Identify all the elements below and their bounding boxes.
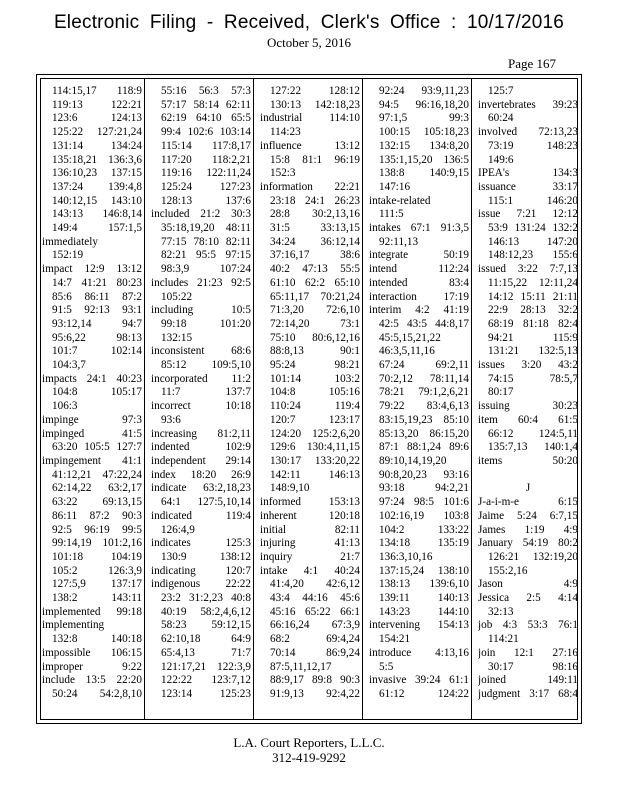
index-entry: 62:14,22 63:2,17 <box>52 482 142 495</box>
index-entry: 122:22 123:7,12 <box>161 674 251 687</box>
index-entry: introduce 4:13,16 <box>369 646 469 659</box>
index-entry: 105:2 126:3,9 <box>52 564 142 577</box>
index-entry: 92:11,13 <box>379 235 419 248</box>
index-entry: 104:8 105:16 <box>270 386 360 399</box>
index-entry: 77:15 78:10 82:11 <box>161 235 251 248</box>
index-entry: 148:12,23 155:6 <box>488 249 578 262</box>
index-entry: 82:21 95:5 97:15 <box>161 249 251 262</box>
index-entry: inconsistent 68:6 <box>151 345 251 358</box>
index-entry: impinge 97:3 <box>42 413 142 426</box>
index-entry: 11:7 137:7 <box>161 386 251 399</box>
index-entry: 134:18 135:19 <box>379 537 469 550</box>
index-entry: 14:12 15:11 21:11 <box>488 290 578 303</box>
index-entry: 114:15,17 118:9 <box>52 85 142 97</box>
index-entry: 99:14,19 101:2,16 <box>52 537 142 550</box>
index-entry: 143:13 146:8,14 <box>52 208 142 221</box>
index-entry: independent 29:14 <box>151 454 251 467</box>
index-entry: judgment 3:17 68:4 <box>478 687 578 700</box>
index-entry: 155:2,16 <box>488 564 528 577</box>
index-entry: 85:13,20 86:15,20 <box>379 427 469 440</box>
index-entry: Jaime 5:24 6:7,15 <box>478 509 578 522</box>
index-entry: 28:8 30:2,13,16 <box>270 208 360 221</box>
index-entry: 80:17 <box>488 386 514 399</box>
index-entry: intend 112:24 <box>369 263 469 276</box>
index-entry: 115:1 146:20 <box>488 194 578 207</box>
index-entry: 97:24 98:5 101:6 <box>379 496 469 509</box>
index-entry: 110:24 119:4 <box>270 400 360 413</box>
index-entry: 68:2 69:4,24 <box>270 633 360 646</box>
index-entry: 66:16,24 67:3,9 <box>270 619 360 632</box>
index-entry: 99:4 102:6 103:14 <box>161 126 251 139</box>
index-entry: 154:21 <box>379 633 411 646</box>
index-entry: 94:21 115:9 <box>488 331 578 344</box>
index-entry: 126:4,9 <box>161 523 195 536</box>
index-column-1 <box>42 85 142 702</box>
index-entry: 79:22 83:4,6,13 <box>379 400 469 413</box>
index-entry: issues 3:20 43:2 <box>478 359 578 372</box>
index-entry: intakes 67:1 91:3,5 <box>369 222 469 235</box>
index-entry: 125:22 127:21,24 <box>52 126 142 139</box>
index-entry: 139:11 140:13 <box>379 592 469 605</box>
index-entry: 136:3,10,16 <box>379 550 433 563</box>
index-entry: indigenous 22:22 <box>151 578 251 591</box>
index-entry: 94:5 96:16,18,20 <box>379 98 469 111</box>
index-entry: James 1:19 4:9 <box>478 523 578 536</box>
index-entry: 11:15,22 12:11,24 <box>488 276 578 289</box>
index-entry: 132:15 <box>161 331 193 344</box>
index-entry: 115:14 117:8,17 <box>161 139 251 152</box>
index-entry: 89:10,14,19,20 <box>379 454 447 467</box>
index-entry: 138:2 143:11 <box>52 592 142 605</box>
index-entry: 93:12,14 94:7 <box>52 317 142 330</box>
index-entry: intended 83:4 <box>369 276 469 289</box>
index-entry: 86:11 87:2 90:3 <box>52 509 142 522</box>
index-entry: 101:7 102:14 <box>52 345 142 358</box>
index-entry: 70:2,12 78:11,14 <box>379 372 469 385</box>
index-entry: 100:15 105:18,23 <box>379 126 469 139</box>
index-entry: 132:15 134:8,20 <box>379 139 469 152</box>
index-entry: information 22:21 <box>260 180 360 193</box>
index-entry: 91:9,13 92:4,22 <box>270 687 360 700</box>
index-entry: 130:9 138:12 <box>161 550 251 563</box>
index-entry: intervening 154:13 <box>369 619 469 632</box>
index-entry: 149:4 157:1,5 <box>52 222 142 235</box>
index-entry: inherent 120:18 <box>260 509 360 522</box>
index-entry: 131:14 134:24 <box>52 139 142 152</box>
index-entry: 129:6 130:4,11,15 <box>270 441 360 454</box>
index-entry: 45:16 65:22 66:1 <box>270 605 360 618</box>
index-entry: issued 3:22 7:7,13 <box>478 263 578 276</box>
index-entry: impact 12:9 13:12 <box>42 263 142 276</box>
index-entry: 63:20 105:5 127:7 <box>52 441 142 454</box>
index-entry: 95:6,22 98:13 <box>52 331 142 344</box>
index-entry: 37:16,17 38:6 <box>270 249 360 262</box>
index-entry: 70:14 86:9,24 <box>270 646 360 659</box>
index-entry: 35:18,19,20 48:11 <box>161 222 251 235</box>
index-entry: 91:5 92:13 93:1 <box>52 304 142 317</box>
index-entry: 152:19 <box>52 249 84 262</box>
index-entry: 40:2 47:13 55:5 <box>270 263 360 276</box>
index-entry: immediately <box>42 235 98 248</box>
index-entry: Jason 4:9 <box>478 578 578 591</box>
index-entry: 97:1,5 99:3 <box>379 112 469 125</box>
index-entry: 136:10,23 137:15 <box>52 167 142 180</box>
index-entry: 152:3 <box>270 167 296 180</box>
index-entry: 87:5,11,12,17 <box>270 660 332 673</box>
index-entry: 72:14,20 73:1 <box>270 317 360 330</box>
index-entry: 90:8,20,23 93:16 <box>379 468 469 481</box>
index-entry: 138:8 140:9,15 <box>379 167 469 180</box>
index-entry: includes 21:23 92:5 <box>151 276 251 289</box>
index-entry: items 50:20 <box>478 454 578 467</box>
index-entry: 124:20 125:2,6,20 <box>270 427 360 440</box>
index-entry: impossible 106:15 <box>42 646 142 659</box>
column-divider <box>144 78 145 720</box>
index-entry: 135:1,15,20 136:5 <box>379 153 469 166</box>
index-entry: 114:21 <box>488 633 519 646</box>
index-entry: joined 149:11 <box>478 674 578 687</box>
reporter-phone: 312-419-9292 <box>272 750 346 765</box>
index-entry: implementing <box>42 619 105 632</box>
index-entry: issue 7:21 12:12 <box>478 208 578 221</box>
index-entry: industrial 114:10 <box>260 112 360 125</box>
index-entry: 75:10 80:6,12,16 <box>270 331 360 344</box>
index-entry: 92:24 93:9,11,23 <box>379 85 469 97</box>
index-entry: 55:16 56:3 57:3 <box>161 85 251 97</box>
index-entry: 40:19 58:2,4,6,12 <box>161 605 251 618</box>
index-entry: 32:13 <box>488 605 514 618</box>
index-entry: 123:6 124:13 <box>52 112 142 125</box>
index-entry: index 18:20 26:9 <box>151 468 251 481</box>
index-entry: 138:13 139:6,10 <box>379 578 469 591</box>
index-entry: 142:11 146:13 <box>270 468 360 481</box>
index-entry: 121:17,21 122:3,9 <box>161 660 251 673</box>
index-entry: invertebrates 39:23 <box>478 98 578 111</box>
index-entry: included 21:2 30:3 <box>151 208 251 221</box>
index-entry: impinged 41:5 <box>42 427 142 440</box>
index-entry: 74:15 78:5,7 <box>488 372 578 385</box>
index-entry: 111:5 <box>379 208 404 221</box>
index-entry: 104:3,7 <box>52 359 86 372</box>
index-entry: 58:23 59:12,15 <box>161 619 251 632</box>
index-entry: 104:2 133:22 <box>379 523 469 536</box>
index-entry: 41:4,20 42:6,12 <box>270 578 360 591</box>
index-entry: inquiry 21:7 <box>260 550 360 563</box>
index-entry: 22:9 28:13 32:2 <box>488 304 578 317</box>
index-entry: join 12:1 27:16 <box>478 646 578 659</box>
index-entry: January 54:19 80:2 <box>478 537 578 550</box>
index-entry: 149:6 <box>488 153 514 166</box>
index-entry: 130:13 142:18,23 <box>270 98 360 111</box>
index-entry: 85:6 86:11 87:2 <box>52 290 142 303</box>
index-entry: 30:17 98:16 <box>488 660 578 673</box>
index-entry: 57:17 58:14 62:11 <box>161 98 251 111</box>
column-divider <box>362 78 363 720</box>
index-entry: 71:3,20 72:6,10 <box>270 304 360 317</box>
index-entry: 117:20 118:2,21 <box>161 153 251 166</box>
index-entry: J-a-i-m-e 6:15 <box>478 496 578 509</box>
index-entry: 135:7,13 140:1,4 <box>488 441 578 454</box>
index-entry: 128:13 137:6 <box>161 194 251 207</box>
index-entry: indicating 120:7 <box>151 564 251 577</box>
index-column-3 <box>260 85 360 702</box>
index-entry: including 10:5 <box>151 304 251 317</box>
index-entry: 127:22 128:12 <box>270 85 360 97</box>
index-entry: 50:24 54:2,8,10 <box>52 687 142 700</box>
index-entry: 31:5 33:13,15 <box>270 222 360 235</box>
index-entry: 140:12,15 143:10 <box>52 194 142 207</box>
index-entry: 125:7 <box>488 85 514 97</box>
index-entry: intake-related <box>369 194 431 207</box>
index-entry: 68:19 81:18 82:4 <box>488 317 578 330</box>
index-entry: Jessica 2:5 4:14 <box>478 592 578 605</box>
index-entry: 92:5 96:19 99:5 <box>52 523 142 536</box>
index-entry: 119:13 122:21 <box>52 98 142 111</box>
index-entry: 105:22 <box>161 290 193 303</box>
index-entry: 43:4 44:16 45:6 <box>270 592 360 605</box>
index-entry: 85:12 109:5,10 <box>161 359 251 372</box>
index-entry: 135:18,21 136:3,6 <box>52 153 142 166</box>
index-entry: 123:14 125:23 <box>161 687 251 700</box>
index-entry: 87:1 88:1,24 89:6 <box>379 441 469 454</box>
index-entry: 120:7 123:17 <box>270 413 360 426</box>
index-entry: interim 4:2 41:19 <box>369 304 469 317</box>
index-entry: 60:24 <box>488 112 514 125</box>
letter-heading: J <box>525 482 531 495</box>
filing-stamp-title: Electronic Filing - Received, Clerk's Office : 10/17/2016 <box>53 12 565 33</box>
index-entry: 23:2 31:2,23 40:8 <box>161 592 251 605</box>
index-entry: 131:21 132:5,13 <box>488 345 578 358</box>
index-entry: 119:16 122:11,24 <box>161 167 251 180</box>
index-entry: impacts 24:1 40:23 <box>42 372 142 385</box>
index-entry: involved 72:13,23 <box>478 126 578 139</box>
index-entry: 101:18 104:19 <box>52 550 142 563</box>
index-entry: 98:3,9 107:24 <box>161 263 251 276</box>
index-entry: 146:13 147:20 <box>488 235 578 248</box>
index-entry: include 13:5 22:20 <box>42 674 142 687</box>
index-entry: invasive 39:24 61:1 <box>369 674 469 687</box>
index-entry: intake 4:1 40:24 <box>260 564 360 577</box>
index-entry: IPEA's 134:3 <box>478 167 578 180</box>
index-entry: 62:19 64:10 65:5 <box>161 112 251 125</box>
index-entry: 132:8 140:18 <box>52 633 142 646</box>
word-index-box <box>36 74 582 724</box>
index-entry: 137:24 139:4,8 <box>52 180 142 193</box>
index-entry: 83:15,19,23 85:10 <box>379 413 469 426</box>
index-entry: 46:3,5,11,16 <box>379 345 435 358</box>
index-entry: 66:12 124:5,11 <box>488 427 578 440</box>
index-entry: 61:10 62:2 65:10 <box>270 276 360 289</box>
index-entry: indicates 125:3 <box>151 537 251 550</box>
index-entry: 102:16,19 103:8 <box>379 509 469 522</box>
index-entry: impingement 41:1 <box>42 454 142 467</box>
index-entry: 42:5 43:5 44:8,17 <box>379 317 469 330</box>
index-entry: 99:18 101:20 <box>161 317 251 330</box>
index-entry: issuance 33:17 <box>478 180 578 193</box>
deposition-date: October 5, 2016 <box>266 35 352 50</box>
index-entry: 147:16 <box>379 180 411 193</box>
index-entry: 41:12,21 47:22,24 <box>52 468 142 481</box>
index-entry <box>478 469 578 483</box>
index-entry: 34:24 36:12,14 <box>270 235 360 248</box>
index-entry: 93:6 <box>161 413 181 426</box>
index-entry: 126:21 132:19,20 <box>488 550 578 563</box>
index-entry: 125:24 127:23 <box>161 180 251 193</box>
index-column-2 <box>151 85 251 702</box>
index-entry: 88:8,13 90:1 <box>270 345 360 358</box>
index-entry: incorrect 10:18 <box>151 400 251 413</box>
index-entry: 143:23 144:10 <box>379 605 469 618</box>
index-entry: 63:22 69:13,15 <box>52 496 142 509</box>
index-entry: initial 82:11 <box>260 523 360 536</box>
index-entry: 106:3 <box>52 400 78 413</box>
index-entry: 114:23 <box>270 126 301 139</box>
index-entry: 104:8 105:17 <box>52 386 142 399</box>
index-entry: 64:1 127:5,10,14 <box>161 496 251 509</box>
index-entry: item 60:4 61:5 <box>478 413 578 426</box>
index-entry: 137:15,24 138:10 <box>379 564 469 577</box>
index-entry: 23:18 24:1 26:23 <box>270 194 360 207</box>
index-entry: 62:10,18 64:9 <box>161 633 251 646</box>
index-entry: implemented 99:18 <box>42 605 142 618</box>
index-entry: indented 102:9 <box>151 441 251 454</box>
index-entry: job 4:3 53:3 76:1 <box>478 619 578 632</box>
index-entry: influence 13:12 <box>260 139 360 152</box>
index-entry: issuing 30:23 <box>478 400 578 413</box>
index-entry: improper 9:22 <box>42 660 142 673</box>
index-entry: 45:5,15,21,22 <box>379 331 441 344</box>
index-entry: informed 153:13 <box>260 496 360 509</box>
index-entry: 65:11,17 70:21,24 <box>270 290 360 303</box>
index-entry: 101:14 103:2 <box>270 372 360 385</box>
index-entry: indicated 119:4 <box>151 509 251 522</box>
index-entry: 61:12 124:22 <box>379 687 469 700</box>
index-entry: 148:9,10 <box>270 482 310 495</box>
index-entry: 14:7 41:21 80:23 <box>52 276 142 289</box>
index-column-4 <box>369 85 469 702</box>
index-entry: 78:21 79:1,2,6,21 <box>379 386 469 399</box>
index-entry: incorporated 11:2 <box>151 372 251 385</box>
index-entry: interaction 17:19 <box>369 290 469 303</box>
reporter-company: L.A. Court Reporters, L.L.C. <box>233 735 385 750</box>
index-entry: 88:9,17 89:8 90:3 <box>270 674 360 687</box>
column-divider <box>253 78 254 720</box>
page-number: Page 167 <box>507 56 556 71</box>
index-entry: 15:8 81:1 96:19 <box>270 153 360 166</box>
index-column-5 <box>478 85 578 702</box>
index-entry: increasing 81:2,11 <box>151 427 251 440</box>
index-entry: 5:5 <box>379 660 394 673</box>
index-entry: 73:19 148:23 <box>488 139 578 152</box>
index-entry: indicate 63:2,18,23 <box>151 482 251 495</box>
index-entry: 53:9 131:24 132:2 <box>488 222 578 235</box>
column-divider <box>471 78 472 720</box>
index-entry: 67:24 69:2,11 <box>379 359 469 372</box>
index-entry: injuring 41:13 <box>260 537 360 550</box>
index-entry: 65:4,13 71:7 <box>161 646 251 659</box>
index-entry: 127:5,9 137:17 <box>52 578 142 591</box>
index-entry: 130:17 133:20,22 <box>270 454 360 467</box>
index-entry: 93:18 94:2,21 <box>379 482 469 495</box>
index-entry: integrate 50:19 <box>369 249 469 262</box>
index-entry: 95:24 98:21 <box>270 359 360 372</box>
